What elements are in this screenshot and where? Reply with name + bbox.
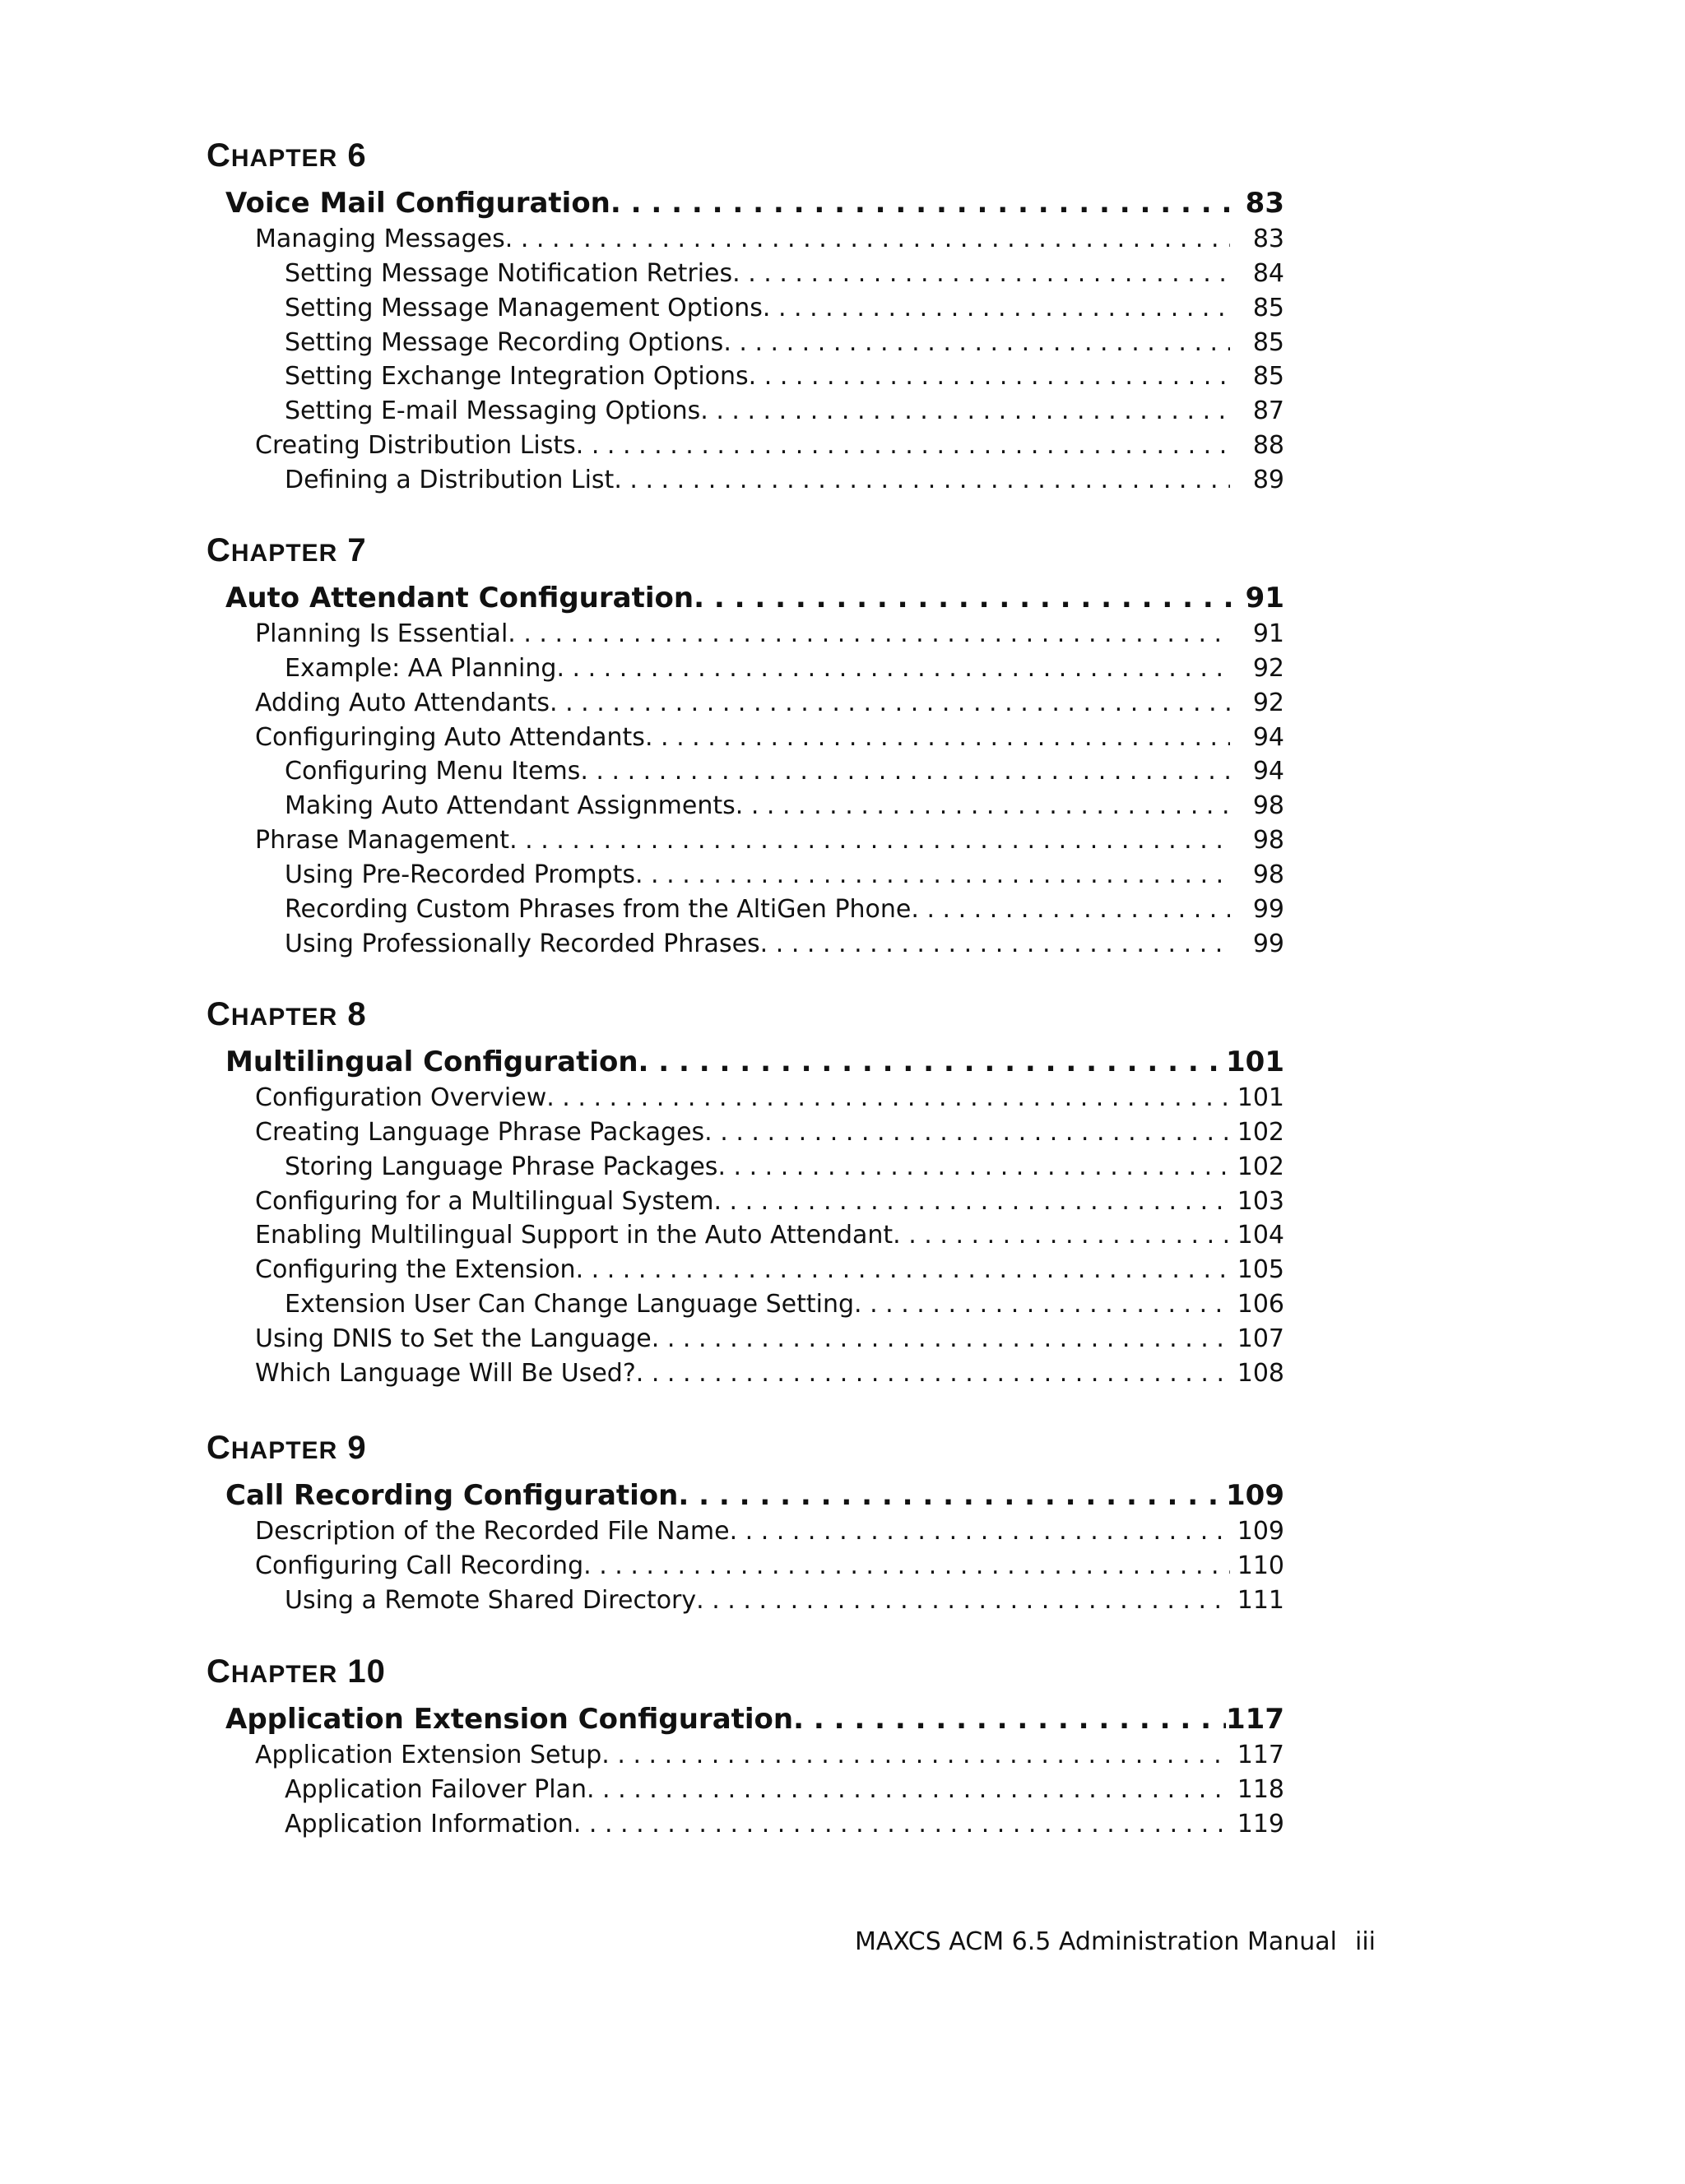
page-footer xyxy=(855,1927,1376,1956)
dot-leader xyxy=(793,1703,1226,1736)
chapter-label-rest: HAPTER xyxy=(230,1004,338,1031)
entry-page: 101 xyxy=(1237,1083,1284,1112)
toc-entry xyxy=(285,895,1284,924)
entry-page: 94 xyxy=(1252,722,1284,752)
dot-leader xyxy=(576,431,1230,460)
entry-title: Configuring Menu Items xyxy=(285,757,581,786)
entry-page: 85 xyxy=(1252,327,1284,357)
page-number: iii xyxy=(1354,1927,1376,1956)
entry-page: 99 xyxy=(1252,894,1284,924)
chapter-title-row xyxy=(225,187,1284,220)
entry-title: Creating Language Phrase Packages xyxy=(255,1117,705,1147)
entry-page: 102 xyxy=(1237,1117,1284,1147)
toc-entry xyxy=(285,654,1284,683)
entry-title: Setting Message Management Options xyxy=(285,293,763,322)
entry-page: 119 xyxy=(1237,1809,1284,1839)
chapter-number: 6 xyxy=(347,137,367,174)
entry-page: 118 xyxy=(1237,1774,1284,1804)
toc-entry xyxy=(255,1741,1284,1769)
entry-page: 83 xyxy=(1252,225,1284,253)
dot-leader xyxy=(911,895,1230,924)
chapter-label-initial: C xyxy=(207,137,231,174)
entry-page: 92 xyxy=(1252,688,1284,717)
chapter-page: 109 xyxy=(1226,1479,1284,1512)
entry-title: Configuringing Auto Attendants xyxy=(255,722,645,752)
entry-title: Adding Auto Attendants xyxy=(255,688,550,717)
dot-leader xyxy=(678,1479,1226,1512)
dot-leader xyxy=(717,1152,1230,1181)
dot-leader xyxy=(587,1775,1230,1804)
entry-page: 91 xyxy=(1252,619,1284,648)
entry-title: Application Failover Plan xyxy=(285,1774,587,1804)
toc-entry xyxy=(285,328,1284,357)
toc-entry xyxy=(285,791,1284,820)
chapter-title-row xyxy=(225,1703,1284,1736)
entry-page: 107 xyxy=(1237,1324,1284,1353)
toc-entry xyxy=(255,689,1284,717)
entry-page: 89 xyxy=(1252,465,1284,494)
dot-leader xyxy=(580,757,1230,786)
dot-leader xyxy=(635,860,1230,889)
toc-entry xyxy=(285,362,1284,391)
chapter-label-initial: C xyxy=(207,532,231,568)
toc-entry xyxy=(255,1083,1284,1112)
toc-entry xyxy=(285,860,1284,889)
dot-leader xyxy=(763,294,1230,322)
entry-title: Configuring Call Recording xyxy=(255,1551,584,1580)
entry-title: Using a Remote Shared Directory xyxy=(285,1585,697,1615)
chapter-title-row xyxy=(225,582,1284,614)
entry-page: 105 xyxy=(1237,1255,1284,1285)
toc-entry xyxy=(255,1324,1284,1353)
toc-entry xyxy=(285,757,1284,786)
dot-leader xyxy=(505,225,1230,253)
dot-leader xyxy=(732,259,1230,288)
dot-leader xyxy=(601,1741,1230,1769)
dot-leader xyxy=(696,1586,1230,1615)
entry-title: Description of the Recorded File Name xyxy=(255,1517,730,1546)
chapter-number: 7 xyxy=(347,532,367,568)
entry-title: Enabling Multilingual Support in the Auto Attendant xyxy=(255,1221,894,1250)
chapter-label-rest: HAPTER xyxy=(230,1661,338,1688)
entry-title: Defining a Distribution List xyxy=(285,465,615,494)
chapter-label-rest: HAPTER xyxy=(230,540,338,567)
chapter-heading xyxy=(207,996,367,1033)
dot-leader xyxy=(652,1324,1230,1353)
dot-leader xyxy=(694,582,1243,614)
dot-leader xyxy=(749,362,1230,391)
dot-leader xyxy=(700,396,1230,425)
chapter-number: 8 xyxy=(347,996,367,1032)
toc-entry xyxy=(255,1255,1284,1284)
chapter-title: Call Recording Configuration xyxy=(225,1479,679,1512)
dot-leader xyxy=(614,466,1230,494)
dot-leader xyxy=(546,1083,1230,1112)
toc-entry xyxy=(255,1517,1284,1546)
entry-page: 117 xyxy=(1237,1741,1284,1769)
entry-page: 98 xyxy=(1252,860,1284,889)
dot-leader xyxy=(723,328,1230,357)
entry-title: Managing Messages xyxy=(255,225,505,253)
toc-entry xyxy=(255,431,1284,460)
entry-title: Using DNIS to Set the Language xyxy=(255,1324,652,1353)
entry-page: 99 xyxy=(1252,929,1284,958)
chapter-heading xyxy=(207,532,367,569)
chapter-page: 91 xyxy=(1245,582,1284,614)
toc-entry xyxy=(255,619,1284,648)
entry-title: Example: AA Planning xyxy=(285,653,557,683)
chapter-label-rest: HAPTER xyxy=(230,145,338,172)
entry-page: 84 xyxy=(1252,258,1284,288)
entry-title: Creating Distribution Lists xyxy=(255,431,576,461)
toc-entry xyxy=(255,1118,1284,1147)
entry-page: 109 xyxy=(1237,1517,1284,1546)
entry-title: Setting E-mail Messaging Options xyxy=(285,396,701,426)
chapter-title: Auto Attendant Configuration xyxy=(225,582,694,614)
chapter-page: 101 xyxy=(1226,1046,1284,1078)
entry-page: 110 xyxy=(1237,1551,1284,1580)
entry-title: Making Auto Attendant Assignments xyxy=(285,791,736,821)
entry-page: 103 xyxy=(1237,1186,1284,1216)
chapter-label-rest: HAPTER xyxy=(230,1437,338,1464)
entry-title: Which Language Will Be Used? xyxy=(255,1358,636,1388)
dot-leader xyxy=(760,930,1230,958)
entry-page: 85 xyxy=(1252,362,1284,392)
chapter-title-row xyxy=(225,1479,1284,1512)
chapter-heading xyxy=(207,1430,367,1467)
chapter-page: 83 xyxy=(1245,187,1284,220)
entry-page: 85 xyxy=(1252,293,1284,322)
entry-title: Using Pre-Recorded Prompts xyxy=(285,860,635,889)
entry-page: 111 xyxy=(1237,1585,1284,1615)
chapter-title: Application Extension Configuration xyxy=(225,1703,794,1736)
toc-entry xyxy=(255,826,1284,855)
toc-entry xyxy=(285,294,1284,322)
dot-leader xyxy=(610,187,1243,220)
entry-page: 108 xyxy=(1237,1358,1284,1388)
chapter-number: 10 xyxy=(347,1653,386,1690)
toc-entry xyxy=(285,1152,1284,1181)
entry-page: 98 xyxy=(1252,826,1284,856)
manual-title: MAXCS ACM 6.5 Administration Manual xyxy=(855,1927,1337,1956)
entry-title: Recording Custom Phrases from the AltiGen Phone xyxy=(285,894,912,924)
chapter-title: Multilingual Configuration xyxy=(225,1046,638,1078)
toc-entry xyxy=(255,723,1284,752)
dot-leader xyxy=(638,1046,1226,1078)
dot-leader xyxy=(556,654,1230,683)
entry-page: 104 xyxy=(1237,1221,1284,1250)
entry-title: Setting Message Notification Retries xyxy=(285,258,733,288)
entry-title: Phrase Management xyxy=(255,826,510,856)
dot-leader xyxy=(583,1551,1230,1580)
chapter-label-initial: C xyxy=(207,1653,231,1690)
toc-entry xyxy=(255,225,1284,253)
chapter-label-initial: C xyxy=(207,996,231,1032)
dot-leader xyxy=(704,1118,1230,1147)
chapter-title: Voice Mail Configuration xyxy=(225,187,610,220)
entry-title: Using Professionally Recorded Phrases xyxy=(285,929,760,958)
dot-leader xyxy=(713,1187,1230,1216)
toc-entry xyxy=(285,259,1284,288)
toc-entry xyxy=(255,1221,1284,1250)
chapter-heading xyxy=(207,137,367,174)
dot-leader xyxy=(509,826,1230,855)
entry-title: Application Extension Setup xyxy=(255,1741,602,1769)
toc-entry xyxy=(285,1775,1284,1804)
dot-leader xyxy=(508,619,1230,648)
chapter-page: 117 xyxy=(1226,1703,1284,1736)
toc-entry xyxy=(285,396,1284,425)
toc-entry xyxy=(255,1551,1284,1580)
toc-entry xyxy=(285,1810,1284,1839)
entry-page: 106 xyxy=(1237,1290,1284,1319)
dot-leader xyxy=(576,1255,1230,1284)
chapter-label-initial: C xyxy=(207,1430,231,1466)
chapter-title-row xyxy=(225,1046,1284,1078)
dot-leader xyxy=(573,1810,1230,1839)
toc-entry xyxy=(285,466,1284,494)
toc-entry xyxy=(285,930,1284,958)
entry-title: Configuring the Extension xyxy=(255,1255,576,1285)
toc-entry xyxy=(285,1290,1284,1319)
entry-page: 87 xyxy=(1252,396,1284,426)
entry-title: Planning Is Essential xyxy=(255,619,508,648)
entry-title: Extension User Can Change Language Setting xyxy=(285,1290,855,1319)
dot-leader xyxy=(730,1517,1230,1546)
entry-title: Configuration Overview xyxy=(255,1083,547,1112)
toc-entry xyxy=(255,1359,1284,1388)
toc-entry xyxy=(255,1187,1284,1216)
toc-entry xyxy=(285,1586,1284,1615)
dot-leader xyxy=(645,723,1230,752)
entry-title: Configuring for a Multilingual System xyxy=(255,1186,714,1216)
chapter-heading xyxy=(207,1653,386,1690)
entry-page: 98 xyxy=(1252,791,1284,821)
dot-leader xyxy=(636,1359,1230,1388)
dot-leader xyxy=(550,689,1230,717)
entry-page: 92 xyxy=(1252,653,1284,683)
entry-title: Application Information xyxy=(285,1809,573,1839)
chapter-number: 9 xyxy=(347,1430,367,1466)
entry-page: 94 xyxy=(1252,757,1284,786)
entry-page: 88 xyxy=(1252,431,1284,461)
dot-leader xyxy=(893,1221,1230,1250)
dot-leader xyxy=(736,791,1230,820)
entry-title: Setting Exchange Integration Options xyxy=(285,362,749,392)
entry-title: Storing Language Phrase Packages xyxy=(285,1152,718,1181)
entry-page: 102 xyxy=(1237,1152,1284,1181)
entry-title: Setting Message Recording Options xyxy=(285,327,724,357)
dot-leader xyxy=(854,1290,1230,1319)
